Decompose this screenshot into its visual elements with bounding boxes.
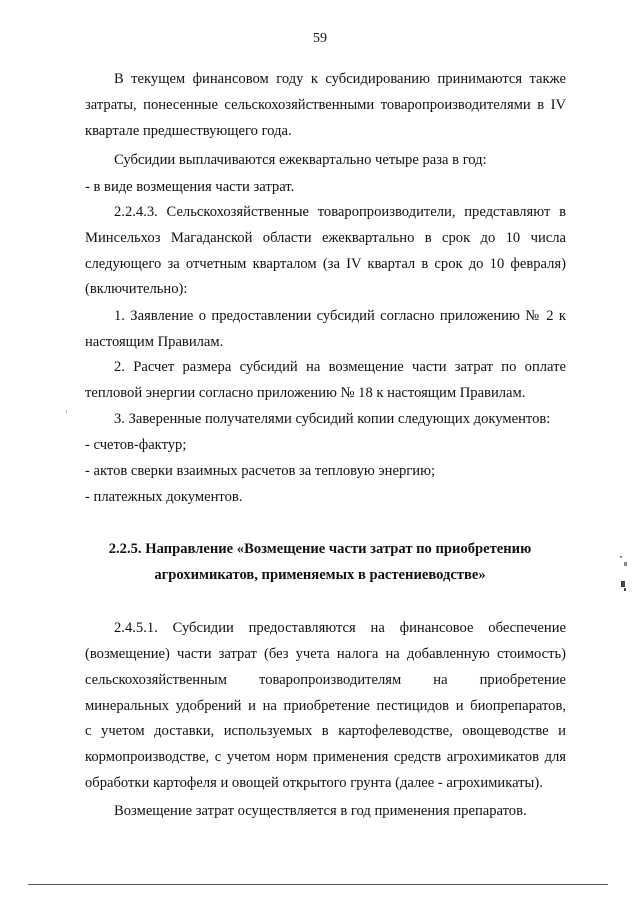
paragraph-line: 2.4.5.1. Субсидии предоставляются на финансовое обеспечение: [114, 620, 566, 636]
paragraph-line: Минсельхоз Магаданской области ежеквартально в срок до 10 числа: [85, 230, 566, 246]
scan-speck: [620, 556, 622, 558]
sub-list-item: - актов сверки взаимных расчетов за тепловую энергию;: [85, 463, 436, 479]
paragraph-line: (возмещение) части затрат (без учета налога на добавленную стоимость): [85, 646, 566, 662]
list-item-line: 3. Заверенные получателями субсидий копии следующих документов:: [114, 411, 551, 427]
list-item-line: 1. Заявление о предоставлении субсидий согласно приложению № 2 к: [114, 308, 566, 324]
paragraph-line: 2.2.4.3. Сельскохозяйственные товаропроизводители, представляют в: [114, 204, 566, 220]
paragraph-line: затраты, понесенные сельскохозяйственными товаропроизводителями в IV: [85, 97, 566, 113]
paragraph-line: - в виде возмещения части затрат.: [85, 179, 295, 195]
paragraph-line: кормопроизводстве, с учетом норм применения средств агрохимикатов для: [85, 749, 566, 765]
list-item-line: тепловой энергии согласно приложению № 18 к настоящим Правилам.: [85, 385, 526, 401]
list-item-line: настоящим Правилам.: [85, 334, 224, 350]
paragraph-line: обработки картофеля и овощей открытого грунта (далее - агрохимикаты).: [85, 775, 543, 791]
scan-speck: [66, 410, 67, 413]
paragraph-line: Возмещение затрат осуществляется в год применения препаратов.: [114, 803, 527, 819]
scan-speck: [621, 581, 625, 587]
paragraph-line: с учетом доставки, используемых в картофелеводстве, овощеводстве и: [85, 723, 566, 739]
section-heading: агрохимикатов, применяемых в растениеводстве»: [154, 567, 486, 583]
bottom-rule: [28, 884, 608, 885]
paragraph-line: квартале предшествующего года.: [85, 123, 292, 139]
sub-list-item: - платежных документов.: [85, 489, 243, 505]
paragraph-line: (включительно):: [85, 281, 188, 297]
paragraph-line: Субсидии выплачиваются ежеквартально четыре раза в год:: [114, 152, 487, 168]
sub-list-item: - счетов-фактур;: [85, 437, 187, 453]
paragraph-line: В текущем финансовом году к субсидированию принимаются также: [114, 71, 566, 87]
section-heading: 2.2.5. Направление «Возмещение части затрат по приобретению: [108, 541, 532, 557]
paragraph-line: следующего за отчетным кварталом (за IV квартал в срок до 10 февраля): [85, 256, 566, 272]
list-item-line: 2. Расчет размера субсидий на возмещение части затрат по оплате: [114, 359, 566, 375]
paragraph-line: минеральных удобрений и на приобретение пестицидов и биопрепаратов,: [85, 698, 566, 714]
paragraph-line: сельскохозяйственным товаропроизводителям на приобретение: [85, 672, 566, 688]
scan-speck: [624, 588, 626, 591]
page-number: 59: [313, 31, 327, 46]
scan-speck: [624, 562, 627, 566]
